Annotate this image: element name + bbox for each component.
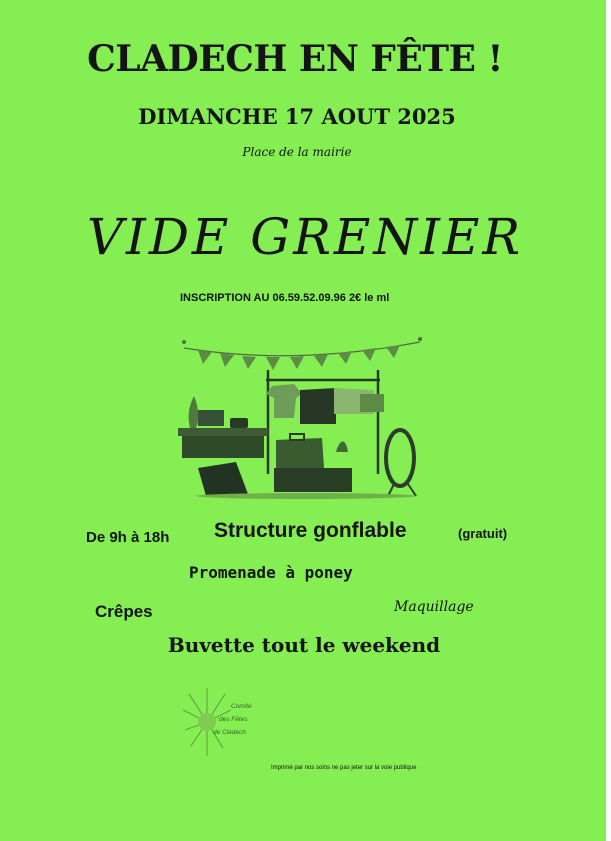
event-place: Place de la mairie: [242, 145, 352, 159]
event-date: DIMANCHE 17 AOUT 2025: [138, 104, 456, 129]
logo-line-1: Comité: [231, 703, 252, 710]
opening-hours: De 9h à 18h: [86, 529, 170, 546]
crepes-stand: Crêpes: [95, 602, 153, 621]
event-heading: VIDE GRENIER: [86, 208, 524, 266]
inscription-info: INSCRIPTION AU 06.59.52.09.96 2€ le ml: [180, 292, 390, 304]
inflatable-price-note: (gratuit): [458, 526, 508, 541]
pony-ride: Promenade à poney: [189, 563, 353, 582]
poster-title: CLADECH EN FÊTE !: [87, 38, 503, 80]
face-painting: Maquillage: [394, 599, 474, 615]
footer-notice: Imprimé par nos soins ne pas jeter sur la voie publique: [271, 765, 417, 771]
yard-sale-illustration-icon: [176, 334, 434, 500]
refreshment-bar: Buvette tout le weekend: [167, 633, 441, 657]
sun-logo-icon: [183, 684, 273, 764]
logo-line-2: des Fêtes: [219, 716, 248, 723]
logo-line-3: de Cladech: [213, 729, 246, 736]
inflatable-attraction: Structure gonflable: [214, 519, 407, 542]
